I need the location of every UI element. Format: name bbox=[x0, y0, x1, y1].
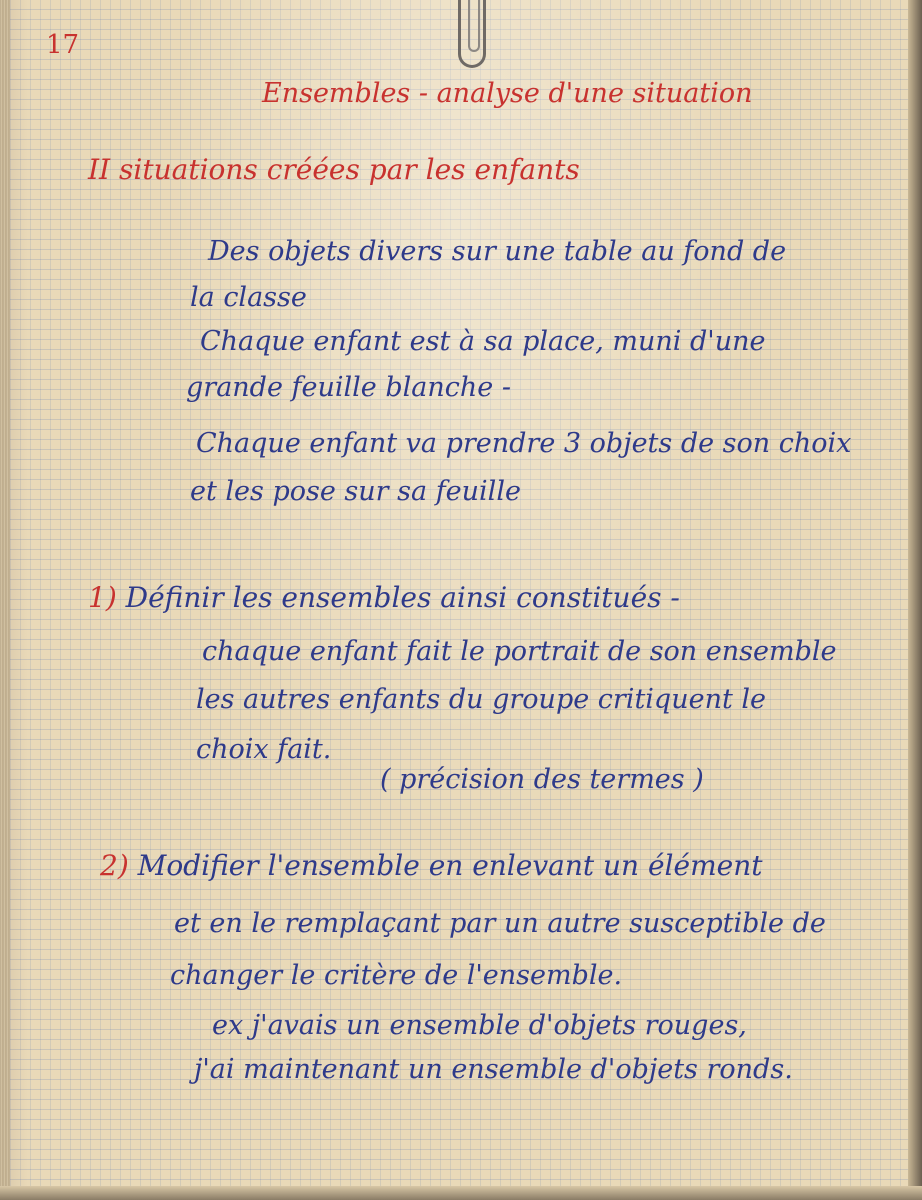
step-2-line: j'ai maintenant un ensemble d'objets ronds. bbox=[194, 1054, 793, 1085]
step-2-number: 2) bbox=[100, 849, 129, 882]
section-title: situations créées par les enfants bbox=[119, 153, 580, 186]
step-1-title: Définir les ensembles ainsi constitués - bbox=[125, 581, 680, 614]
section-numeral: II bbox=[88, 153, 111, 186]
intro-line: et les pose sur sa feuille bbox=[190, 476, 521, 507]
intro-line: Des objets divers sur une table au fond de bbox=[208, 236, 787, 267]
section-heading bbox=[88, 153, 580, 186]
page-edge-left bbox=[0, 0, 10, 1200]
step-1-note: ( précision des termes ) bbox=[380, 764, 704, 795]
paper-clip-icon bbox=[458, 0, 486, 68]
step-1-number: 1) bbox=[88, 581, 117, 614]
step-1-heading bbox=[88, 581, 680, 614]
page-edge-bottom bbox=[0, 1186, 922, 1200]
step-1-line: les autres enfants du groupe critiquent le bbox=[196, 684, 767, 715]
step-2-line: ex j'avais un ensemble d'objets rouges, bbox=[212, 1010, 747, 1041]
step-2-line: changer le critère de l'ensemble. bbox=[170, 960, 623, 991]
page-number: 17 bbox=[46, 30, 80, 60]
page-title: Ensembles - analyse d'une situation bbox=[262, 78, 753, 109]
step-1-line: choix fait. bbox=[196, 734, 332, 765]
page-edge-right bbox=[908, 0, 922, 1200]
step-2-heading bbox=[100, 849, 763, 882]
step-2-line: et en le remplaçant par un autre susceptible de bbox=[174, 908, 826, 939]
intro-line: la classe bbox=[190, 282, 307, 313]
intro-line: Chaque enfant est à sa place, muni d'une bbox=[200, 326, 766, 357]
step-1-line: chaque enfant fait le portrait de son ensemble bbox=[202, 636, 837, 667]
intro-line: Chaque enfant va prendre 3 objets de son choix bbox=[196, 428, 852, 459]
intro-line: grande feuille blanche - bbox=[186, 372, 511, 403]
step-2-title: Modifier l'ensemble en enlevant un élément bbox=[137, 849, 763, 882]
